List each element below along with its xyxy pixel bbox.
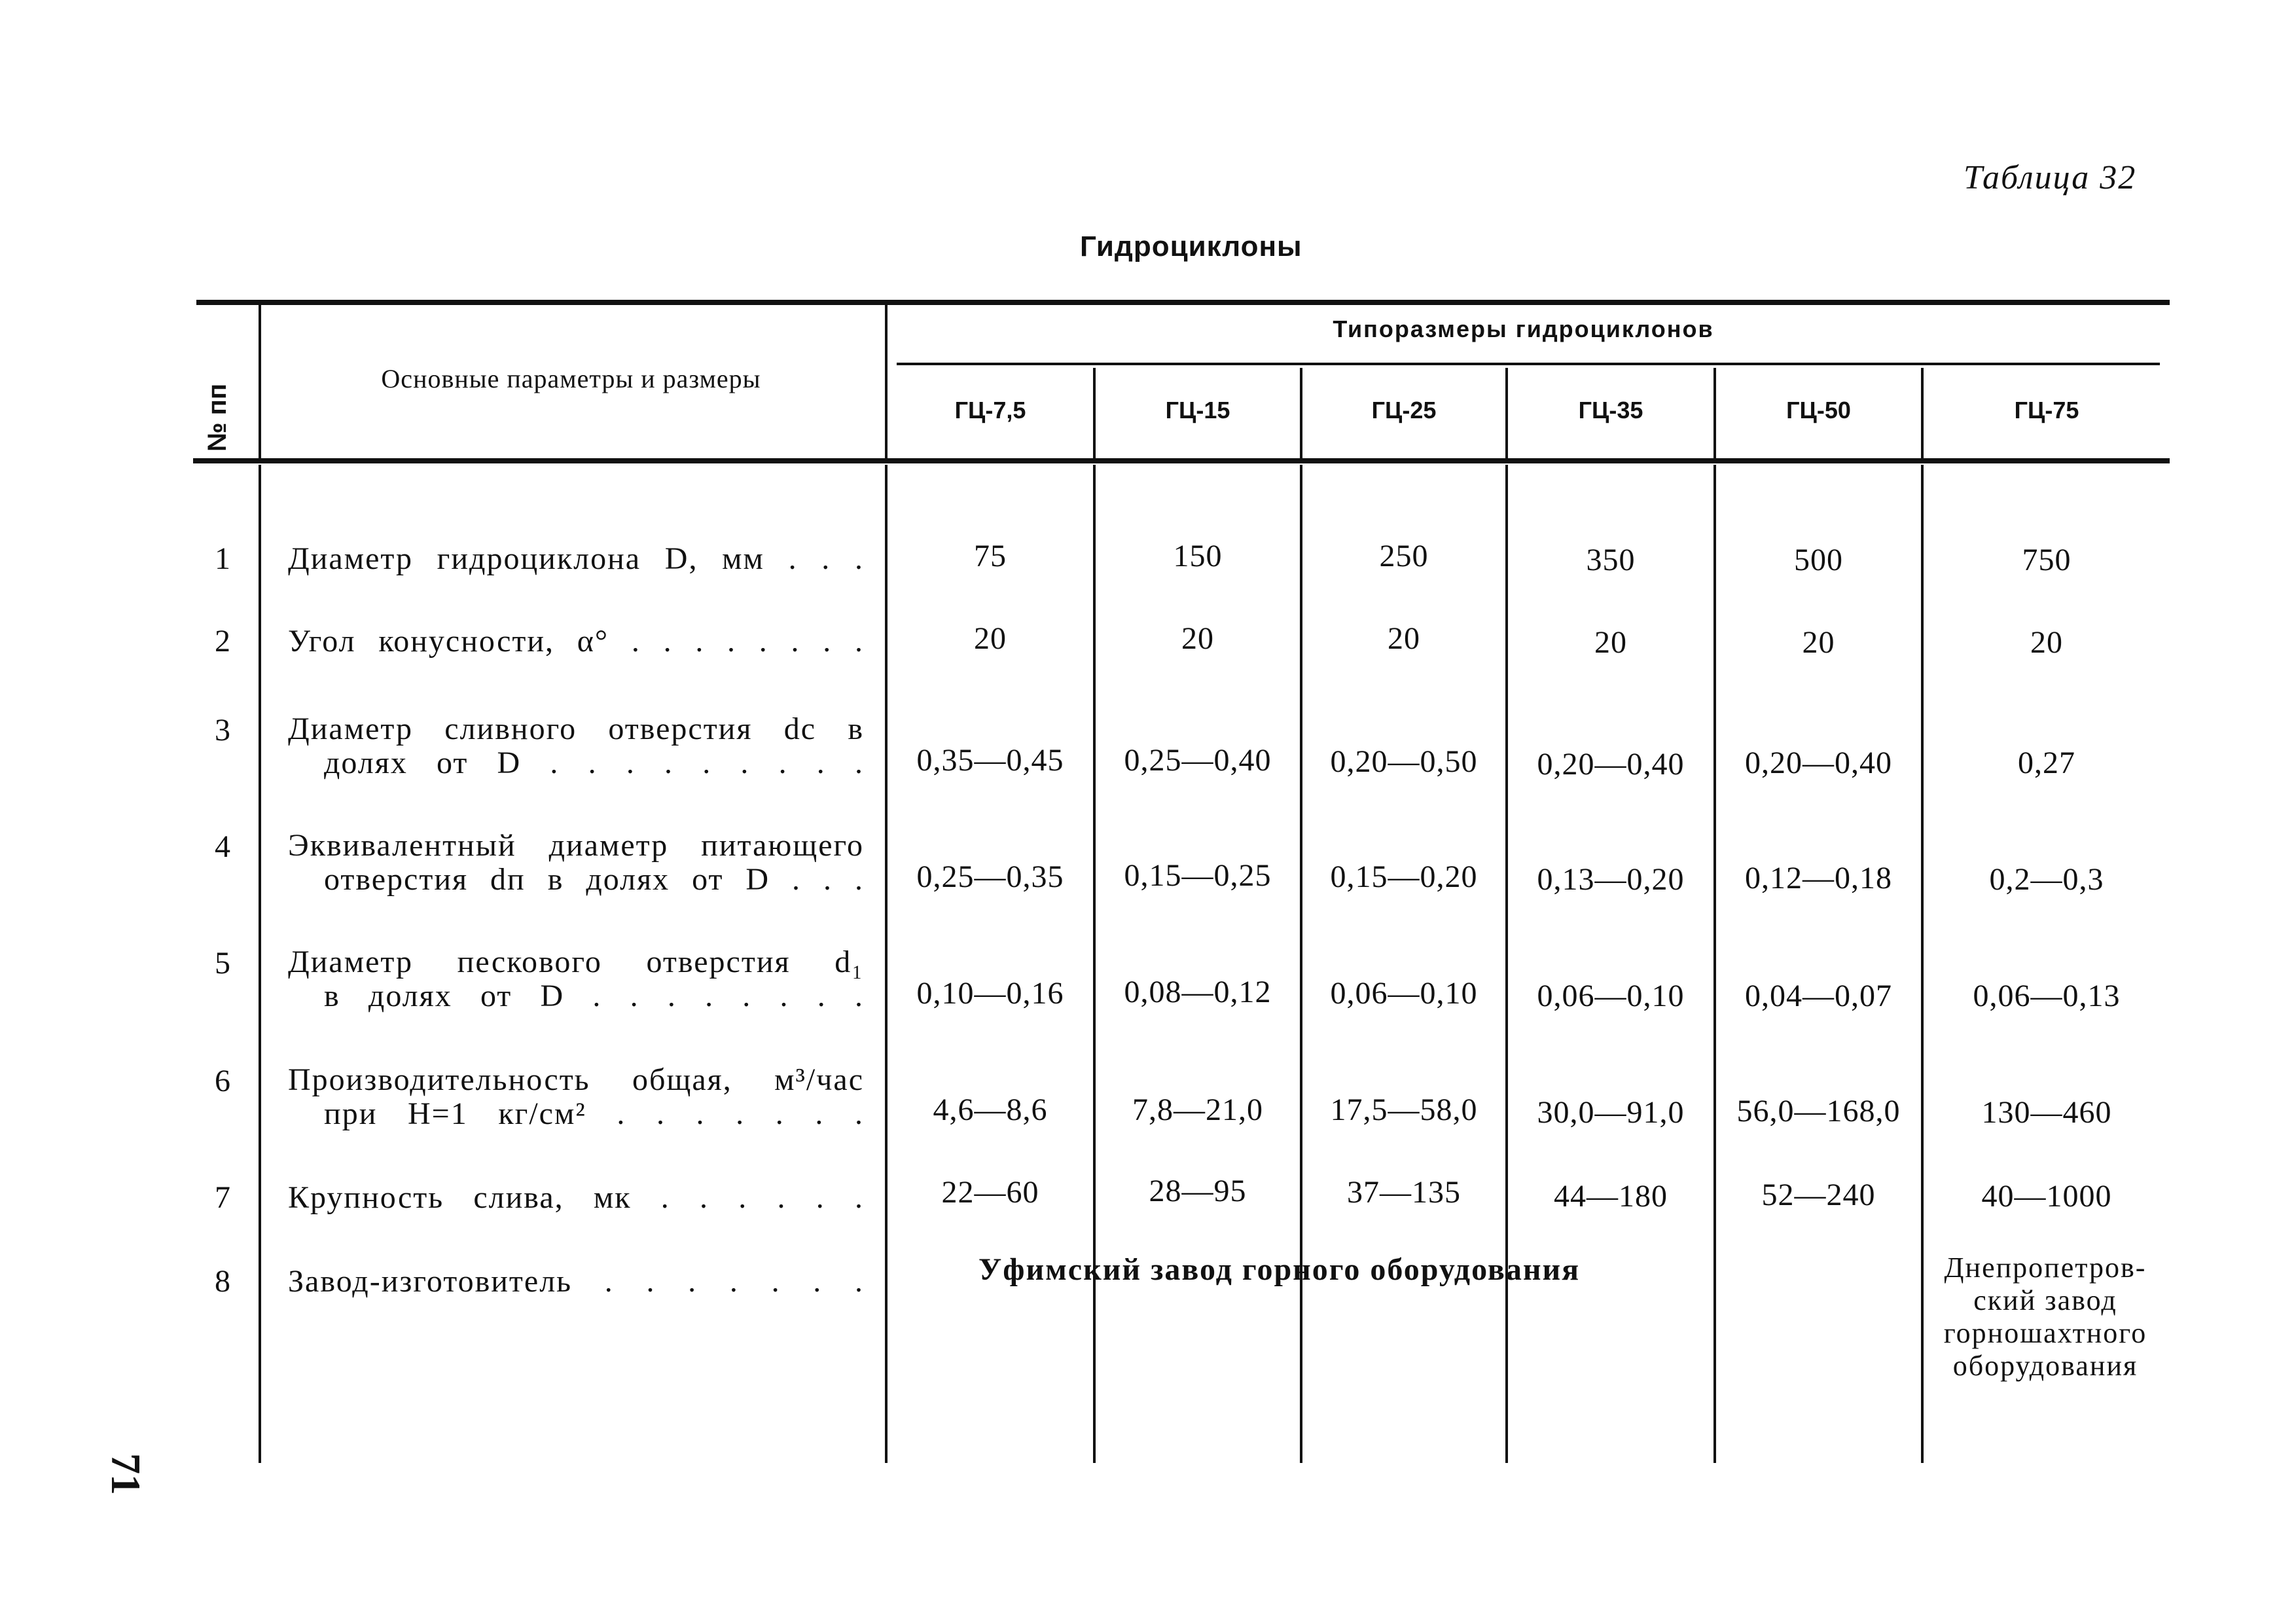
value-cell: 0,13—0,20 [1537,862,1685,897]
body-divider-num [259,465,261,1463]
row-number: 7 [215,1180,230,1215]
row-parameter [288,542,864,576]
value-cell: 0,25—0,35 [916,859,1064,894]
value-cell: 0,15—0,25 [1124,858,1272,893]
header-col-gc-35: ГЦ-35 [1578,397,1643,424]
value-cell: 20 [2030,625,2063,660]
table-number-label: Таблица 32 [1964,159,2137,196]
row-number: 6 [215,1064,230,1098]
value-cell: 22—60 [941,1175,1039,1210]
param-line: Угол конусности, α° . . . . . . . . [288,624,864,659]
param-line-continuation: долях от D . . . . . . . . . [324,746,864,780]
value-cell: 150 [1173,539,1223,573]
param-line: Эквивалентный диаметр питающего [288,828,864,863]
value-cell: 44—180 [1554,1179,1668,1214]
param-line: Завод-изготовитель . . . . . . . [288,1264,864,1299]
value-cell: 4,6—8,6 [933,1092,1048,1127]
manufacturer-line: оборудования [1952,1350,2138,1382]
types-divider-rule [897,363,2160,365]
header-number: № пп [203,383,232,452]
value-cell: 0,2—0,3 [1989,862,2104,897]
header-col-gc-25: ГЦ-25 [1371,397,1437,424]
row-parameter [288,624,864,659]
row-parameter [288,1181,864,1215]
row-parameter [288,712,864,780]
param-line-continuation: при H=1 кг/см² . . . . . . . [324,1096,864,1131]
body-divider-3 [1505,465,1508,1463]
param-line: Диаметр сливного отверстия dc в [288,712,864,746]
value-cell: 750 [2022,543,2072,577]
param-line: Диаметр гидроциклона D, мм . . . [288,541,864,576]
row-number: 1 [215,541,230,576]
page-number: 71 [103,1453,149,1495]
param-line: Диаметр пескового отверстия d₁ [288,945,864,979]
value-cell: 0,06—0,13 [1973,979,2121,1013]
value-cell: 0,20—0,50 [1330,744,1478,779]
row-number: 5 [215,946,230,981]
value-cell: 17,5—58,0 [1330,1092,1478,1127]
row-number: 3 [215,713,230,748]
body-divider-params [885,465,888,1463]
row-parameter [288,945,864,1013]
value-cell: 0,08—0,12 [1124,975,1272,1009]
manufacturer-merged: Уфимский завод горного оборудования [978,1252,1581,1287]
header-col-gc-75: ГЦ-75 [2014,397,2079,424]
header-col-gc-15: ГЦ-15 [1165,397,1230,424]
value-cell: 0,20—0,40 [1537,747,1685,782]
row-parameter [288,1063,864,1131]
value-cell: 20 [1388,621,1420,656]
value-cell: 7,8—21,0 [1132,1092,1263,1127]
row-parameter [288,1265,864,1299]
value-cell: 0,06—0,10 [1537,979,1685,1013]
value-cell: 250 [1379,539,1429,573]
value-cell: 20 [1802,625,1835,660]
value-cell: 0,27 [2018,746,2075,780]
value-cell: 0,15—0,20 [1330,859,1478,894]
header-types: Типоразмеры гидроциклонов [1333,316,1714,342]
value-cell: 0,12—0,18 [1745,861,1892,895]
value-cell: 350 [1586,543,1636,577]
body-divider-4 [1713,465,1716,1463]
value-cell: 20 [1594,625,1627,660]
body-divider-2 [1300,465,1302,1463]
manufacturer-line: ский завод [1973,1284,2117,1316]
value-cell: 500 [1794,543,1843,577]
table-title: Гидроциклоны [1080,230,1302,262]
param-line-continuation: в долях от D . . . . . . . . [324,979,864,1013]
value-cell: 56,0—168,0 [1736,1094,1901,1128]
value-cell: 40—1000 [1981,1179,2112,1214]
row-number: 8 [215,1264,230,1299]
row-parameter [288,829,864,897]
value-cell: 52—240 [1761,1178,1876,1212]
manufacturer-line: Днепропетров- [1944,1252,2147,1284]
value-cell: 130—460 [1981,1095,2112,1130]
param-line-continuation: отверстия dп в долях от D . . . [324,862,864,897]
header-col-gc-50: ГЦ-50 [1786,397,1851,424]
value-cell: 20 [974,621,1007,656]
row-number: 2 [215,624,230,659]
body-divider-1 [1093,465,1096,1463]
value-cell: 0,06—0,10 [1330,976,1478,1011]
header-bottom-rule [193,458,2170,463]
header-col-gc-7-5: ГЦ-7,5 [954,397,1026,424]
row-number: 4 [215,829,230,864]
value-cell: 37—135 [1347,1175,1461,1210]
value-cell: 0,04—0,07 [1745,979,1892,1013]
value-cell: 30,0—91,0 [1537,1095,1685,1130]
param-line: Крупность слива, мк . . . . . . [288,1180,864,1215]
table-top-rule [196,300,2170,305]
param-line: Производительность общая, м³/час [288,1062,864,1097]
value-cell: 0,35—0,45 [916,743,1064,778]
header-params: Основные параметры и размеры [381,364,761,393]
value-cell: 75 [974,539,1007,573]
value-cell: 0,10—0,16 [916,976,1064,1011]
manufacturer-gc-75 [1921,1252,2170,1382]
manufacturer-line: горношахтного [1943,1317,2147,1349]
value-cell: 0,25—0,40 [1124,743,1272,778]
value-cell: 28—95 [1149,1174,1247,1208]
value-cell: 0,20—0,40 [1745,746,1892,780]
value-cell: 20 [1181,621,1214,656]
